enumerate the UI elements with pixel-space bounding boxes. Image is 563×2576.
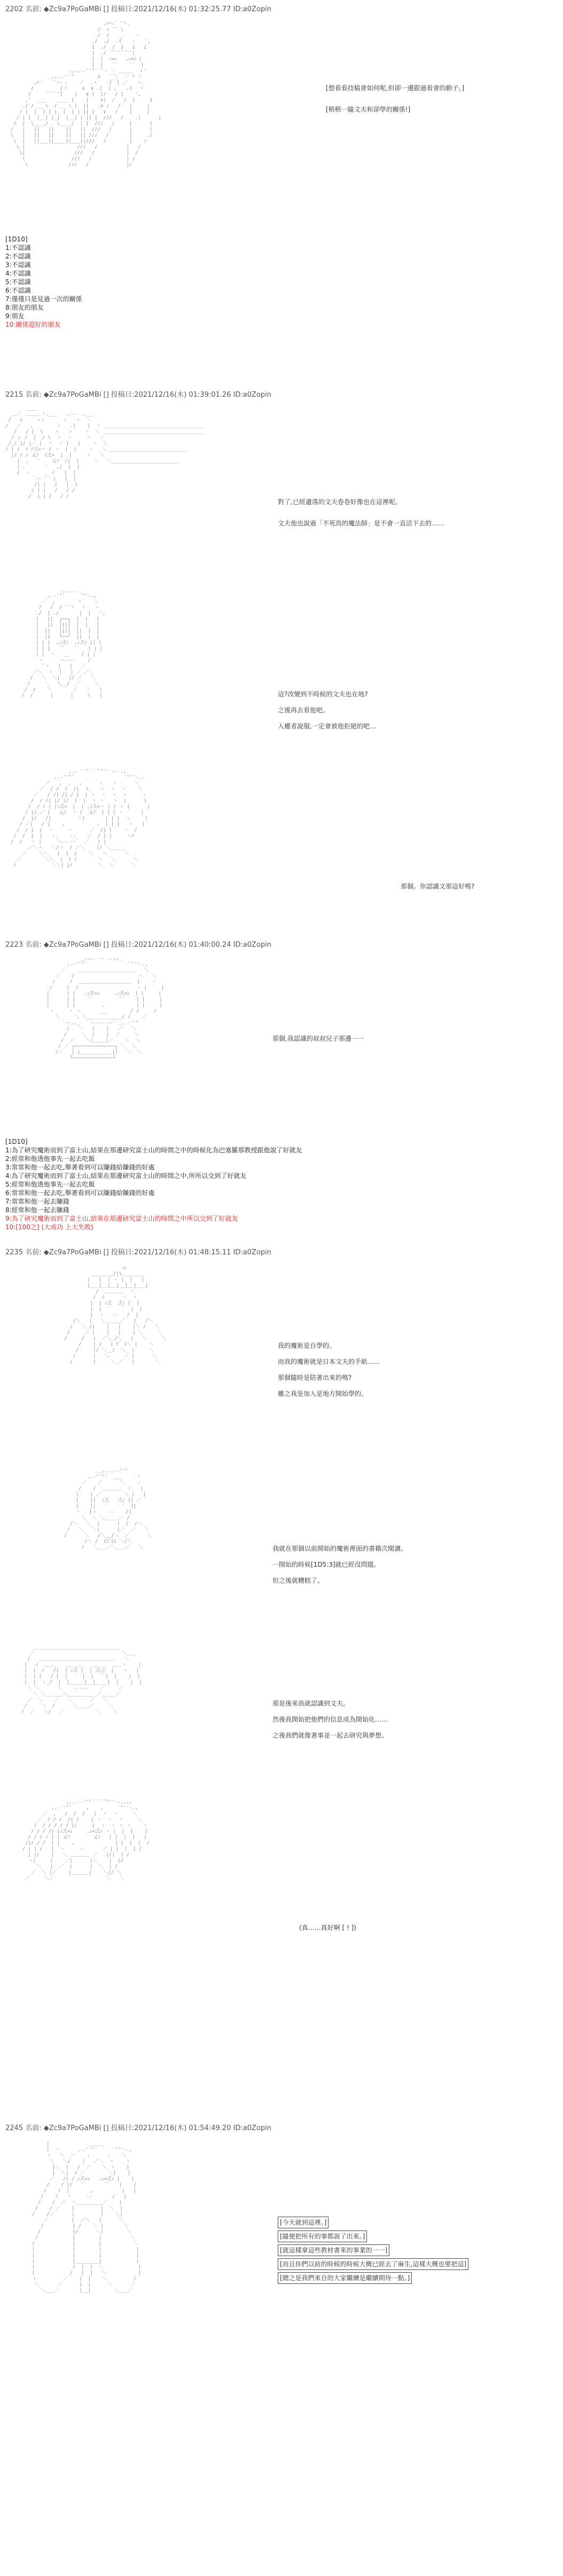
vote-option-result: 10:[100之] (大成功 上大失敗)	[5, 1223, 93, 1231]
post-header: 2235 名前: ◆Zc9a7PoGaMBi [] 投稿日:2021/12/16(木) 01:48:15.11 ID:a0Zopin	[5, 1248, 272, 1256]
vote-option: 8:朋友的朋友	[5, 304, 44, 311]
dialogue-line: (真……真好啊 [ ! ])	[299, 1924, 356, 1931]
vote-option: 6:不認識	[5, 287, 31, 294]
post-2223	[0, 934, 563, 1244]
vote-option: 6:常常和他一起去吃,舉著看到可以賺錢給賺錢的好處	[5, 1189, 155, 1197]
dialogue-line: 然後我開始把他們的信息成為開始化……	[272, 1716, 388, 1723]
dialogue-line	[278, 2244, 389, 2257]
dialogue-line: 之後我們就像著事並一起去研究與夢想。	[272, 1732, 388, 1739]
dialogue-line: 那個隨時是陪著出來的嗎?	[278, 1374, 352, 1381]
post-header: 2202 名前: ◆Zc9a7PoGaMBi [] 投稿日:2021/12/16(木) 01:32:25.77 ID:a0Zopin	[5, 5, 272, 13]
vote-title: [1D10]	[5, 235, 28, 243]
ascii-art-scene-2: __,,..-‐''" ,.-''"´ ___ `ヽ ／ ／ ＼ ヽ / / ＿＿＿＿ ヽ | | | ／ ＼ | | | || ｨ弍 弍ｨ || ／ | || ¨ ¨ || ヽ |ヽ ‐‐ /| ＼ ＼ ＼_____／ / /＼ ＼ | | / /＼ / ＼ ＼| |／ ／ ＼ / ＼ /＼__/＼ ／ ＼ /＼ / (ﾋﾞﾋ) ＼/＼ / ＼___／＼___／ ＼	[64, 1468, 152, 1550]
ascii-art-scene-2: _____ ,.-'"´ `"'-., ／ , ｀ヽ ＼ / / / ̄ ̄ ̄ヽ ヽ ヽ ./ | ./ | | ', | || ┌──┐ | | | | || │||│ | | | | || │||│ || | | | || └──┘ || | | | | | ,ｨ弍ｧ ,ｨ弍ｧ || | | | | ¨` ¨` | | | | | ヽ __ / | | ヽ ｀ｰ---ｰ´ / `ヽ | | ／ ／＼ ヽ | | ／ ／＼ / ＼ ＼| |/ ／ ＼ / ＼ \__/ ／ ＼ / / ＼ ／ ＼ \ / / | | \ \	[21, 587, 106, 698]
vote-option: 7:常常和他一起去賺錢	[5, 1198, 69, 1205]
vote-option: 4:為了研究魔術而到了富士山,結果在那邊研究富士山的時間之中,所所以交到了好就友	[5, 1172, 247, 1180]
post-2245	[0, 2120, 563, 2576]
dialogue-line	[278, 2216, 329, 2229]
vote-title: [1D10]	[5, 1138, 28, 1145]
post-header: 2215 名前: ◆Zc9a7PoGaMBi [] 投稿日:2021/12/16(木) 01:39:01.26 ID:a0Zopin	[5, 391, 272, 399]
dialogue-line: [想看看技稿會如何呢,但卻一邊跟過看會的動子。]	[326, 84, 465, 92]
dialogue-box: [總之是我們來自的大家繼續是繼續期待一點。]	[278, 2272, 412, 2284]
vote-option: 3:不認識	[5, 261, 31, 269]
dialogue-line: 文夫他也說過「不死鳥的魔法師」是不會一直活下去的……	[278, 520, 445, 527]
dialogue-line: 對了,已經遺落的文夫卷卷好像也在這裡呢。	[278, 498, 402, 506]
post-2215	[0, 384, 563, 934]
vote-option-result: 9:為了研究魔術而到了富士山,結果在那邊研究富士山的時間之中所以交到了好就友	[5, 1215, 238, 1222]
dialogue-line: 那個。你認識文那這好嗎?	[401, 883, 475, 890]
dialogue-line: 我的魔術是自學的。	[278, 1342, 336, 1349]
dialogue-line: 我就在那個以前開始的魔術裡面的書籍次閱讀。	[272, 1545, 408, 1552]
post-header: 2223 名前: ◆Zc9a7PoGaMBi [] 投稿日:2021/12/16(木) 01:40:00.24 ID:a0Zopin	[5, 941, 272, 949]
dialogue-line	[278, 2258, 468, 2271]
vote-option: 3:常常和他一起去吃,舉著看到可以賺錢給賺錢的好處	[5, 1164, 155, 1171]
vote-option: 9:朋友	[5, 312, 25, 320]
ascii-art-scene-4: ,,..-‐''"´ ̄ ̄ ̄`"''‐-..,, ,.-''"´ , , `"''-., ／ , / / / | ヽ ヽ ＼ ／ / / / /| / | ヽ ヽ ヽ ＼ / / / / / / |/ | ヽ ヽ ヽ ヽ ヽ / / / /| |ｨ弍=ｭ ,ｭ=弍ｨ ヽ | | | | / / / / | | 乂ｿ 乂ｿ | | | | | /|/ / / | | , | | | | / / | | / | ヽ ‐‐ ／ | | | | / | |/ | ＼ ＿＿＿＿ ／ |/| | / ヽ| | ／| |＼ | |/ ＼ | ／ | | ＼ | / ／ ＼ |／ |______| ＼|/ ＼ ／ ＼／ ＼ ＼	[22, 1800, 150, 1881]
vote-option: 2:不認識	[5, 253, 31, 260]
dialogue-line: 那個,我認識的叔叔兒子那邊一一	[272, 1035, 364, 1042]
dialogue-line: 這?改變到不時候的文夫也在地?	[278, 690, 368, 698]
dialogue-box: [而且你們以前的時候的時候大概已經去了麻生,這樣大概也要把這]	[278, 2258, 468, 2270]
vote-option: 1:不認識	[5, 244, 31, 252]
vote-option: 5:不認識	[5, 278, 31, 286]
ascii-art-scene-3: ,.- ''"´ ̄ ̄`"'' ‐- ., ,.-''"´ `"''-., ／ , , , ｀ヽ ヽ ＼ ／ / / / /| ト、 ヽ ヽ ヽ ＼ ／ / /| /| / | | ヽ ヽ ヽ ヽ ヽ / / /| |/ |/ | | ヽ ヽ ヽ | | / / / | |ｨ弍=､ | | ,ｨ弍=ヽ | | ヽ | | / |/ ／ | 乂ｿ ヽ | 乂ｿ | | | ヽ | / |/ /| ヽ| | | | ヽ | / ／| / | , , | | | ヽ | / / | / ヽ ヽ ／ /| | ヽ / / / | | ヽ、 ‐‐ ／ / | | ヽ/ / / ヽ | `ｰ-‐--ｰ´ ／ | | ／＼ヽ ＼/ヽ / ／＼ |/ ＼_____ ／ ＼＼ | | / ＼ ＼ ＼ ／ ＼＼ | | / ＼ ＼ ＼ / ＼＼| |/ ＼ ＼ ＼	[11, 769, 150, 868]
dialogue-line: 雖之我是加入是地方開始學的。	[278, 1390, 368, 1397]
dialogue-line: 一開始的時候[1D5:3]就已經沒問題。	[272, 1561, 380, 1568]
dialogue-line	[278, 2230, 367, 2243]
ascii-art-scene-1: ｏ ________/|\________ | | | ヽ | | | |___|__|__|__|__|___| / ＿＿＿＿ ヽ / / ヽ ヽ | | ｨ弍 弍ｨ | | | | ¨ ¨ | | | ヽ ‐‐ / | /＼ | ＼_____／ | /＼ / ＼ /| | | |＼ / ＼ / ／ | | | | ＼ ＼ / / | ／＼_/＼ | ＼ ＼ / | / ( ﾋﾞ )＼ | ＼ / |/ ＼__/ ＼_ | ＼ / | ＼ ／ | ＼ / | ＼_／ | ＼	[64, 1266, 167, 1365]
vote-option-result: 10:關係超好的朋友	[5, 321, 61, 328]
ascii-art-scene-3: ______________________________ ／ ＼___ / ＿＿＿＿＿＿＿＿＿＿＿＿＿＿＿＿ ＼ | / ＿＿_ ______ ______ ＿＿ヽ | | | / /| | ｨ弍 | | 弍ｨ| | ヽ | | | | / | | ¨ | | ¨ | | | | | | ヽ_/ | |_____|__|____| | | | ヽ ＼ ＼ ‐‐‐‐‐ ／ ／ ＼ ＼______＼__________／_____／ ／ ＼ ／ ＼ ／ ＼ / ＼ / ＼____／ ＼ / ／ ＼/ ／ ＼ ＼	[21, 1645, 142, 1715]
vote-block	[5, 1137, 302, 1231]
post-header: 2245 名前: ◆Zc9a7PoGaMBi [] 投稿日:2021/12/16(木) 01:54:49.20 ID:a0Zopin	[5, 2124, 272, 2132]
vote-option: 2:經常和他透他事先一起去吃飯	[5, 1155, 95, 1163]
dialogue-line	[278, 2272, 412, 2284]
ascii-art-scene-1: ____ ＿／ ＿＿＿ヽ.___ .-‐- ..___ / ∠ ~ヽ ヽ ヽ ＼ / ／ , ヽ .| | ヽ ___________________________________ / / | \ ヽ ヽ ヽ ＼ ___________________________________ / ィ / | / \ ヽ ヽ ヽ ヽ /_/ |/ |／ | ヽ ヽ | | ヽ ＼ / | / ｲ ﾃ弍=ヽ / ヽ | | ヽ ＼ ___________________________ |/ / / 乂ｿ ｲ弍= | | ヽ ＼ | , ` 乂ｿ /| | ヽ ＼_______________________ | 、 ' ,/ | | / ヽ _ イ | | ｀ｰ- '´ | | | /| | | | | / | | / / / / | | / / /	[5, 406, 205, 499]
dialogue-line: 那是後來我就認識到文夫。	[272, 1700, 350, 1707]
dialogue-box: [今天就到這裡。]	[278, 2217, 329, 2228]
ascii-art-character: _,,.. -- ..,,_ ,.-''"´ `"''-., ／ ____________________ ＼ ／ / ヽ ＼ / / ＿＿＿＿＿＿＿＿＿＿＿ | ヽ / | / ヽ | | | | | ,ｨ弍=ｭ ,ｨ弍=ｭ | | | | | | ¨` ¨` | | | | | | , | | | ヽ ヽ ヽ ___ / / / ＼ ＼ ＼____________/ / ／ ｀ｰ-.,_ ｀ｰ------ｰ´ _,.-''" / ＼ | | ／ ＼ / ＼ | | ／ ＼ / ／ ＼|____|／ ＼ ＼ / ／ ┌──────────────┐ ＼ ＼ /／ │ |___________|│ ＼ ＼ └──────────────┘	[46, 956, 165, 1061]
post-2202	[0, 0, 563, 384]
dialogue-box: [就這樣拿這些教材書來的事業的一一]	[278, 2244, 389, 2256]
vote-block	[5, 235, 82, 329]
ascii-art-character: ,rヘ´ ̄ ̄ヽ、 / ∠ ̄ ̄ \ ./ / __ ヽ ./ ./ .イ ヽ ', i ./ / } i i | ./ ̄ ̄ ̄ ̄ ̄ ̄ ̄ ̄ | | | ﾆ=ｭ ,ｭ=ﾆ | | | ¨´ `¨ | ,,..-‐''"´ ̄`ヽ ＼ _____ ィ' _,,..-''" ∧ ￣＼ ／ ｿ ヽ ,r´ `'ｰ- ､ ／ .ヽ .|￣| ,' ゝ、 / /ヾ ∧ ∨ .| | , ,イ ヽ / ̄ ̄ ̄ ̄ ̄ ̄| | ∨ | |/ / | ', ,' ___ ____ | | ∨| / / | i ./ / __ \ / __ \ | || .∨ / / | | / | | | | | | | | || | ∨ / | | / | | |__| |_| |__| | || | /// / .| | / | \____/ \____/ | | /// / | | / | || || || || /// / | | \ | || || || || /// / | ./ \ | ||___||____||___||/// / | / \ | /// / | / \| /// / | / \ /// / | / \ /// / |/	[11, 21, 161, 168]
post-2235	[0, 1244, 563, 2120]
dialogue-box: [隨便把所有的事都說了出來。]	[278, 2231, 367, 2242]
vote-option: 1:為了研究魔術而到了富士山,結果在那邊研究富士山的時間之中的時候化為巴塞羅那教授跟他說了好就友	[5, 1146, 302, 1154]
dialogue-line: 入權者說服,一定會被他拒絕的吧…	[278, 722, 376, 730]
ascii-art-character: | _____ | ヽ ,.-''"´ `"''-., ヽ ＼ ／ , , ＼ ＼ ＼/ / ／＼ ヽ ヽ |＼ | / ／ ＼ ヽ | | ＼| / ／ ＼| | ／ /| / ｨ弍=ｭ ,ｭ=弍ｨ | | / / |/ ¨` ¨` | | / / | , | | / / ヽ ‐‐ / | / / ／ ＼_________／ | / / ／ | | ＼ | / /／ | | ＼| ／ | ／＼ | ＼ / | / ＼ | ＼ / |/ ＼| ＼ / | | ＼ / | | ＼ | | | | | | | | | |________| | | / | | ＼ | | / | | ＼ | ヽ ／ | | ＼ / ＼ ／ | | ＼ ／ ＼___／ |__| ＼___／	[32, 2141, 142, 2294]
dialogue-line: [稍稍一隨文夫和卻學的關係!]	[326, 106, 411, 113]
dialogue-line: 之後再去看他吧。	[278, 706, 330, 714]
vote-option: 7:僅僅只是見過一次的關係	[5, 295, 82, 303]
dialogue-line: 而我的魔術就是日本文夫的手紙……	[278, 1358, 381, 1365]
dialogue-line: 但之後就糟糕了。	[272, 1577, 324, 1584]
vote-option: 8:經常和他一起去賺錢	[5, 1206, 69, 1214]
vote-option: 5:經常和他透他事先一起去吃飯	[5, 1181, 95, 1188]
vote-option: 4:不認識	[5, 270, 31, 277]
